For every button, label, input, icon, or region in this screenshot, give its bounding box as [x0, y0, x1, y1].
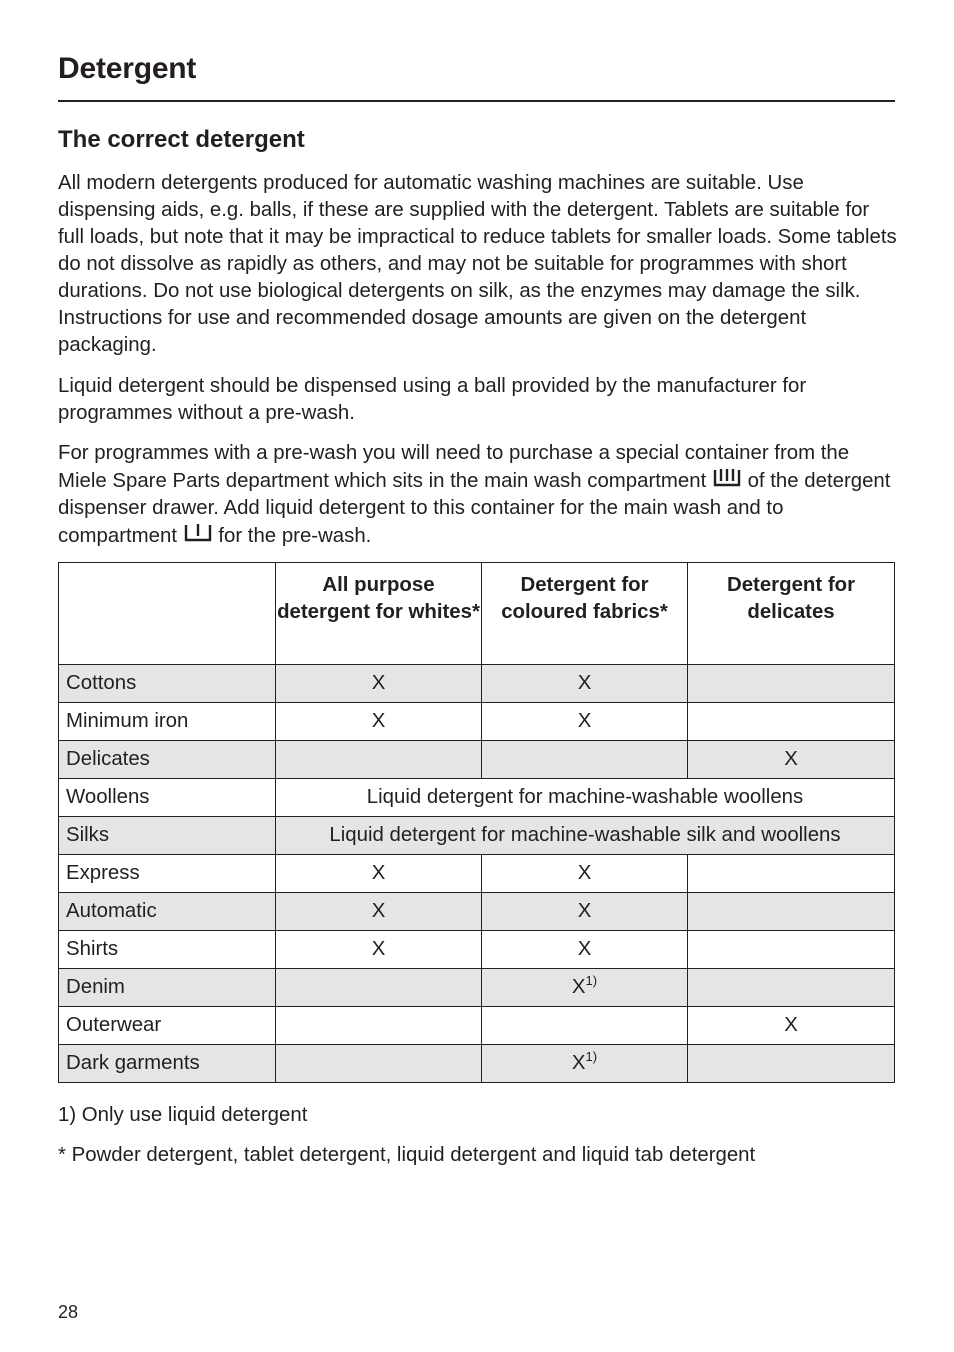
section-heading: The correct detergent: [58, 126, 305, 153]
cell-delicates: [688, 931, 895, 969]
title-divider: [58, 100, 895, 102]
detergent-table: [58, 562, 895, 1083]
cell-delicates: X: [688, 741, 895, 779]
table-row: [59, 817, 895, 855]
paragraph-detergent-suitability: All modern detergents produced for automatic washing machines are suitable. Use dispensing aids, e.g. balls, if these are supplied with the detergent. Tablets are suitable for full loads, but note that it may be impractical to reduce tablets for smaller loads. Some tablets do not dissolve as rapidly as others, and may not be suitable for programmes with short durations. Do not use biological detergents on silk, as the enzymes may damage the silk. Instructions for use and recommended dosage amounts are given on the detergent packaging.: [58, 172, 897, 356]
cell-whites: X: [276, 703, 482, 741]
cell-coloured-mark: X: [571, 1052, 586, 1074]
table-header-row: [59, 563, 895, 665]
footnote-liquid-only: 1) Only use liquid detergent: [58, 1104, 308, 1126]
programme-name: Dark garments: [59, 1045, 276, 1083]
cell-whites: X: [276, 855, 482, 893]
programme-name: Denim: [59, 969, 276, 1007]
table-row: [59, 1007, 895, 1045]
cell-delicates: [688, 969, 895, 1007]
cell-coloured: X: [482, 931, 688, 969]
cell-whites: X: [276, 665, 482, 703]
paragraph-liquid-detergent: Liquid detergent should be dispensed using a ball provided by the manufacturer for programmes without a pre-wash.: [58, 375, 807, 424]
table-row: [59, 741, 895, 779]
table-row: [59, 1045, 895, 1083]
cell-coloured: X: [482, 665, 688, 703]
programme-name: Woollens: [59, 779, 276, 817]
cell-whites: [276, 1007, 482, 1045]
paragraph-pre-wash: [58, 440, 898, 550]
cell-coloured: X: [482, 855, 688, 893]
programme-name: Outerwear: [59, 1007, 276, 1045]
pre-wash-text-part-1: For programmes with a pre-wash you will need to purchase a special container from the Miele Spare Parts department which sits in the main wash compartment: [58, 442, 850, 492]
cell-coloured: X: [482, 893, 688, 931]
table-row: [59, 969, 895, 1007]
pre-wash-compartment-icon: [183, 522, 213, 544]
table-row: [59, 665, 895, 703]
table-header-corner: [59, 563, 276, 665]
cell-coloured: [482, 969, 688, 1007]
table-row: [59, 893, 895, 931]
cell-delicates: [688, 665, 895, 703]
programme-name: Silks: [59, 817, 276, 855]
table-row: [59, 703, 895, 741]
cell-coloured: X: [482, 703, 688, 741]
cell-coloured: [482, 1007, 688, 1045]
column-header-delicates: Detergent for delicates: [688, 563, 895, 665]
cell-delicates: [688, 893, 895, 931]
cell-delicates: [688, 703, 895, 741]
footnote-detergent-types: * Powder detergent, tablet detergent, liquid detergent and liquid tab detergent: [58, 1144, 756, 1166]
pre-wash-text-part-3: for the pre-wash.: [218, 525, 372, 547]
cell-coloured-mark: X: [571, 976, 586, 998]
cell-whites: X: [276, 893, 482, 931]
programme-name: Cottons: [59, 665, 276, 703]
cell-whites: [276, 969, 482, 1007]
spanning-cell: Liquid detergent for machine-washable silk and woollens: [276, 817, 895, 855]
table-row: [59, 931, 895, 969]
main-wash-compartment-icon: [712, 467, 742, 489]
programme-name: Shirts: [59, 931, 276, 969]
spanning-cell: Liquid detergent for machine-washable woollens: [276, 779, 895, 817]
cell-delicates: X: [688, 1007, 895, 1045]
programme-name: Automatic: [59, 893, 276, 931]
cell-whites: X: [276, 931, 482, 969]
cell-coloured: [482, 1045, 688, 1083]
programme-name: Minimum iron: [59, 703, 276, 741]
table-row: [59, 779, 895, 817]
footnote-ref: 1): [585, 973, 598, 988]
cell-coloured: [482, 741, 688, 779]
column-header-whites: All purpose detergent for whites*: [276, 563, 482, 665]
programme-name: Express: [59, 855, 276, 893]
cell-whites: [276, 1045, 482, 1083]
table-row: [59, 855, 895, 893]
cell-delicates: [688, 855, 895, 893]
pre-wash-text-part-2: of the detergent dispenser drawer. Add liquid detergent to this container for the main wash and to compartment: [58, 470, 891, 547]
cell-whites: [276, 741, 482, 779]
page-title: Detergent: [58, 52, 197, 85]
footnote-ref: 1): [585, 1049, 598, 1064]
column-header-coloured: Detergent for coloured fabrics*: [482, 563, 688, 665]
page-number: 28: [58, 1302, 79, 1322]
cell-delicates: [688, 1045, 895, 1083]
programme-name: Delicates: [59, 741, 276, 779]
